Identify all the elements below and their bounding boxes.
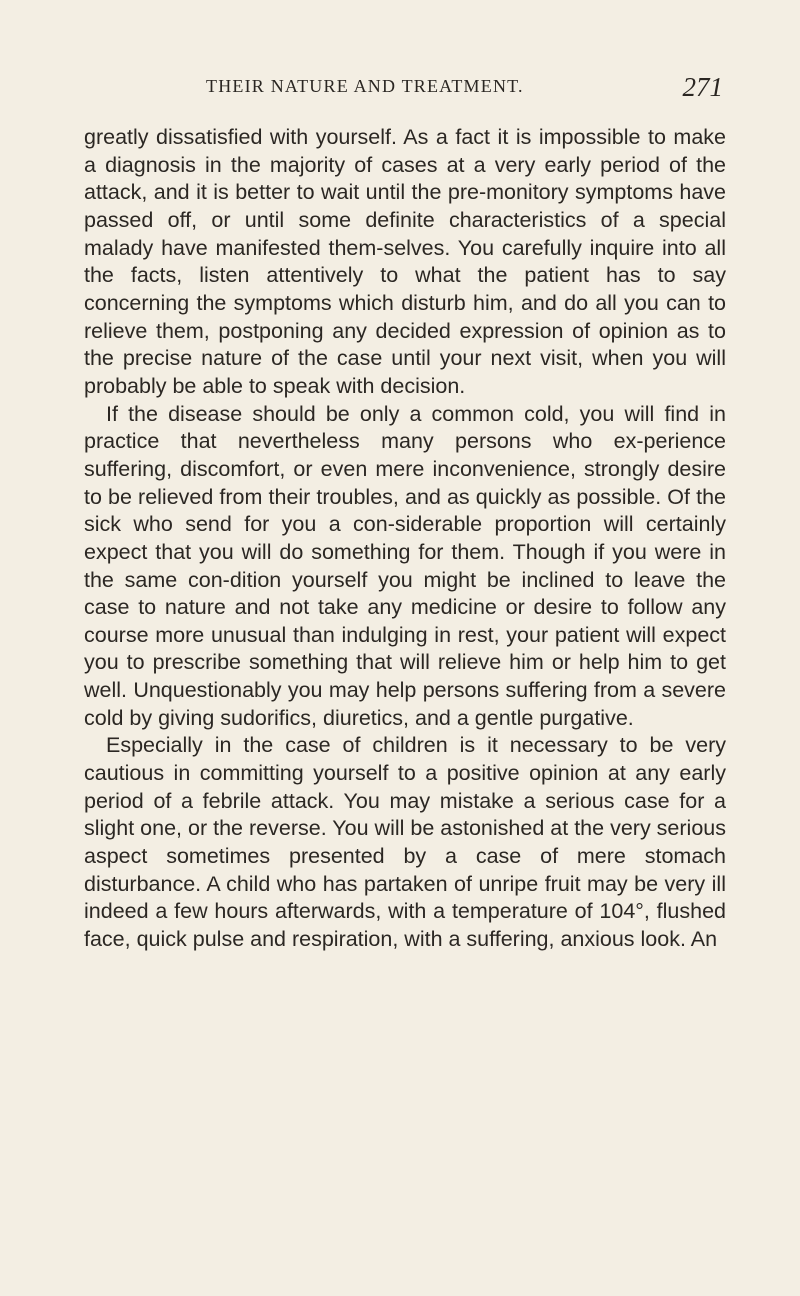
page-number: 271 — [682, 72, 723, 102]
body-text — [84, 124, 726, 954]
paragraph-2: If the disease should be only a common cold, you will find in practice that nevertheless many persons who ex-perience suffering, discomfort, or even mere inconvenience, strongly desire to be relieved from their troubles, and as quickly as possible. Of the sick who send for you a con-siderable proportion will certainly expect that you will do something for them. Though if you were in the same con-dition yourself you might be inclined to leave the case to nature and not take any medicine or desire to follow any course more unusual than indulging in rest, your patient will expect you to prescribe something that will relieve him or help him to get well. Unquestionably you may help persons suffering from a severe cold by giving sudorifics, diuretics, and a gentle purgative. — [84, 401, 726, 730]
page-header — [85, 72, 725, 106]
paragraph-3: Especially in the case of children is it necessary to be very cautious in committing yourself to a positive opinion at any early period of a febrile attack. You may mistake a serious case for a slight one, or the reverse. You will be astonished at the very serious aspect sometimes presented by a case of mere stomach disturbance. A child who has partaken of unripe fruit may be very ill indeed a few hours afterwards, with a temperature of 104°, flushed face, quick pulse and respiration, with a suffering, anxious look. An — [84, 733, 726, 952]
paragraph-1: greatly dissatisfied with yourself. As a fact it is impossible to make a diagnosis in the majority of cases at a very early period of the attack, and it is better to wait until the pre-monitory symptoms have passed off, or until some definite characteristics of a special malady have manifested them-selves. You carefully inquire into all the facts, listen attentively to what the patient has to say concerning the symptoms which disturb him, and do all you can to relieve them, postponing any decided expression of opinion as to the precise nature of the case until your next visit, when you will probably be able to speak with decision. — [84, 125, 726, 398]
running-title: THEIR NATURE AND TREATMENT. — [206, 76, 524, 96]
